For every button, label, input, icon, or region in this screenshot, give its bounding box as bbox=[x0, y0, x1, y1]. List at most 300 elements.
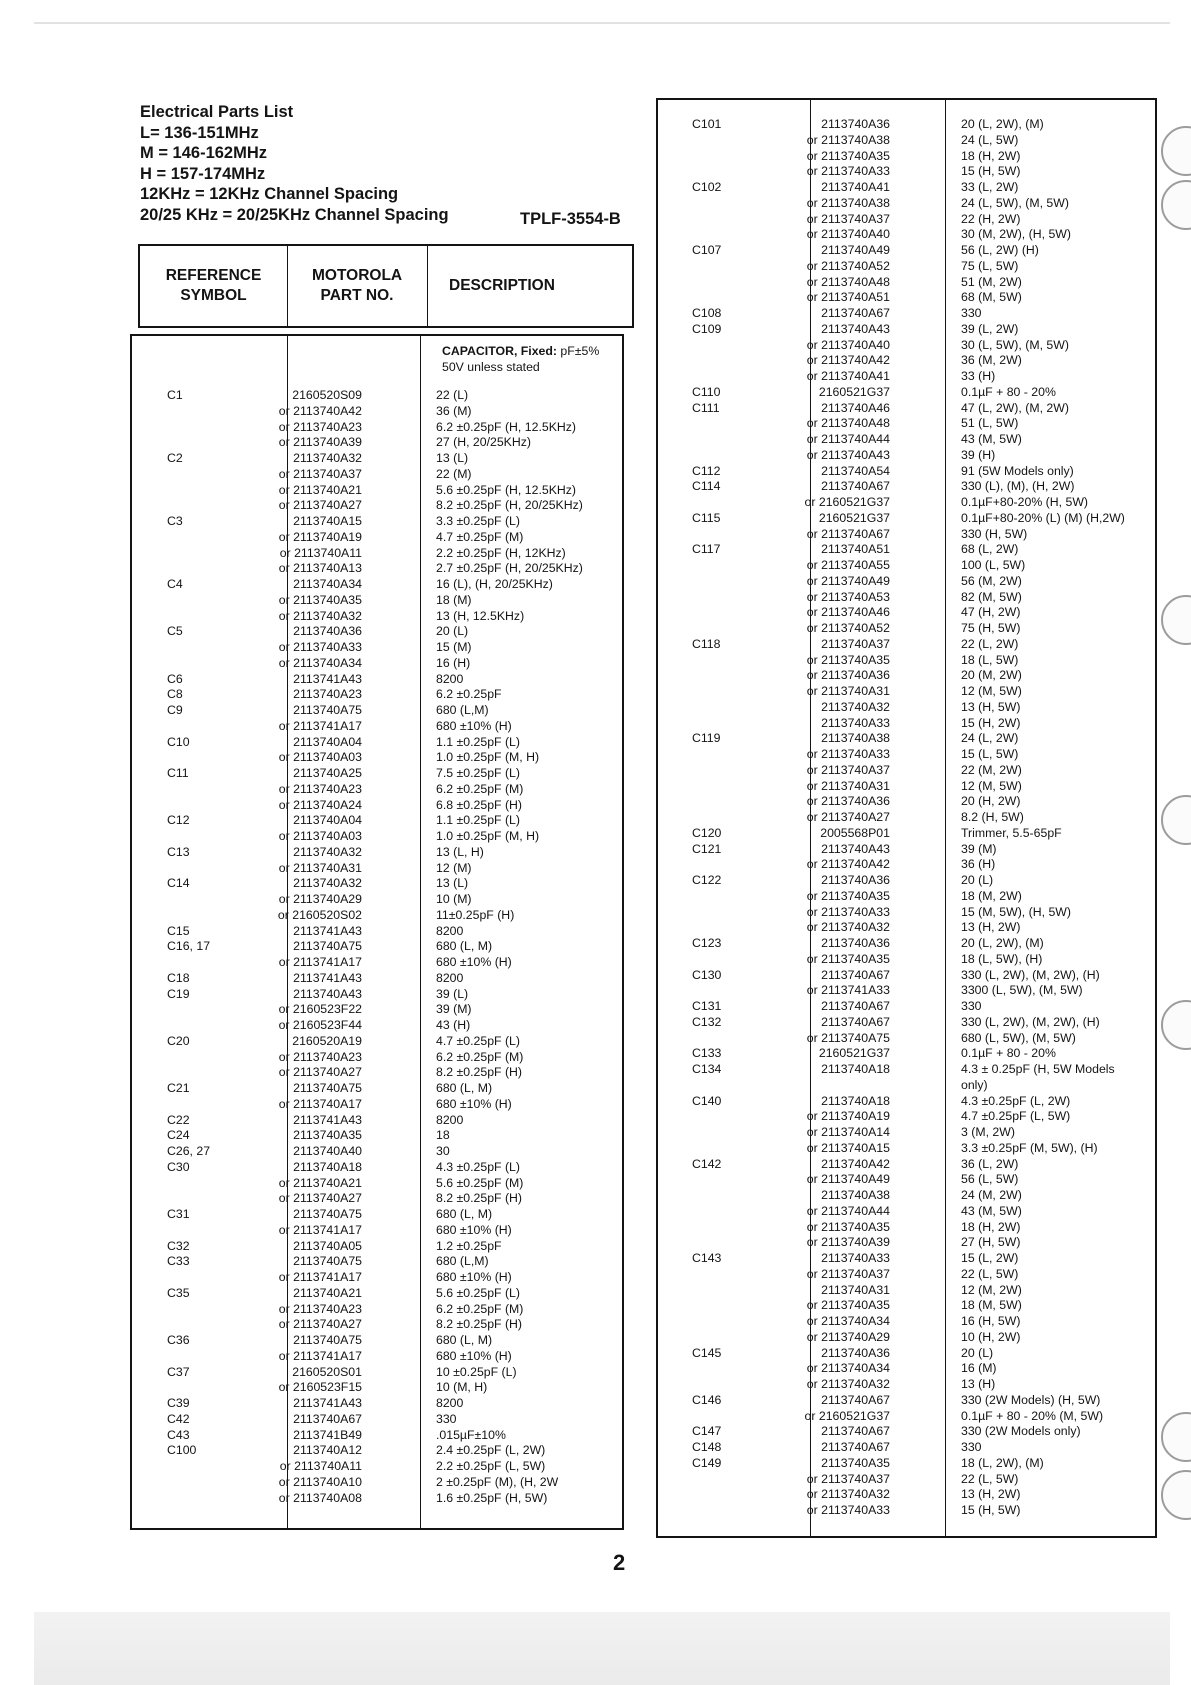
description: 13 (H, 12.5KHz) bbox=[436, 608, 525, 623]
parts-row bbox=[658, 353, 1155, 369]
part-number: 2113740A32 bbox=[293, 451, 362, 465]
part-number: 2113740A35 bbox=[293, 1128, 362, 1143]
part-number: or 2113740A33 bbox=[278, 640, 362, 654]
reference-symbol: C32 bbox=[167, 1238, 190, 1253]
description: 4.3 ± 0.25pF (H, 5W Models bbox=[961, 1062, 1115, 1076]
binder-tab-4 bbox=[1161, 795, 1191, 845]
part-number: or 2113740A37 bbox=[806, 211, 890, 226]
part-number: 2113740A67 bbox=[821, 1424, 890, 1439]
description: 12 (M, 5W) bbox=[961, 684, 1022, 698]
parts-row bbox=[658, 731, 1155, 747]
description: 18 (L, 5W) bbox=[961, 652, 1019, 667]
part-number: 2113740A23 bbox=[293, 687, 362, 702]
description: 680 ±10% (H) bbox=[436, 718, 512, 733]
reference-symbol: C3 bbox=[167, 514, 183, 528]
part-number: or 2113740A27 bbox=[278, 1065, 362, 1080]
reference-symbol: C21 bbox=[167, 1081, 190, 1095]
parts-row bbox=[132, 672, 622, 688]
reference-symbol: C145 bbox=[692, 1345, 722, 1360]
description: 20 (H, 2W) bbox=[961, 794, 1021, 809]
binder-tab-2 bbox=[1161, 180, 1191, 230]
parts-row bbox=[132, 1380, 622, 1396]
reference-symbol: C42 bbox=[167, 1411, 190, 1426]
part-number: 2113740A67 bbox=[821, 1392, 890, 1407]
parts-row bbox=[132, 1365, 622, 1381]
description: 13 (H, 5W) bbox=[961, 699, 1021, 714]
parts-row bbox=[658, 511, 1155, 527]
part-number: or 2160520S02 bbox=[277, 907, 362, 922]
description: 13 (L) bbox=[436, 876, 469, 891]
part-number: or 2113740A32 bbox=[278, 608, 362, 623]
part-number: or 2113740A35 bbox=[806, 888, 890, 903]
description: 6.2 ±0.25pF (H, 12.5KHz) bbox=[436, 419, 577, 434]
part-number: or 2113740A49 bbox=[806, 573, 890, 588]
description: 680 ±10% (H) bbox=[436, 955, 512, 969]
part-number: 2113740A37 bbox=[821, 636, 890, 651]
part-number: or 2113741A17 bbox=[278, 1270, 362, 1284]
part-number: or 2113740A24 bbox=[278, 797, 362, 812]
reference-symbol: C16, 17 bbox=[167, 939, 211, 954]
parts-row bbox=[658, 1503, 1155, 1519]
description: 680 (L,M) bbox=[436, 1254, 489, 1269]
description: 15 (H, 5W) bbox=[961, 1503, 1021, 1517]
description: 2.7 ±0.25pF (H, 20/25KHz) bbox=[436, 561, 583, 576]
parts-row bbox=[658, 1062, 1155, 1078]
reference-symbol: C131 bbox=[692, 999, 722, 1013]
part-number: or 2113740A21 bbox=[278, 482, 362, 497]
part-number: 2005568P01 bbox=[820, 825, 890, 840]
parts-row bbox=[132, 908, 622, 924]
parts-row bbox=[132, 1034, 622, 1050]
part-number: or 2113740A31 bbox=[806, 684, 890, 698]
parts-row bbox=[132, 593, 622, 609]
reference-symbol: C2 bbox=[167, 451, 183, 465]
description: 330 (2W Models) (H, 5W) bbox=[961, 1392, 1101, 1407]
parts-row bbox=[658, 1409, 1155, 1425]
description: 4.7 ±0.25pF (L, 5W) bbox=[961, 1109, 1071, 1124]
description: 680 (L, M) bbox=[436, 1333, 493, 1347]
reference-symbol: C122 bbox=[692, 873, 722, 887]
description: 1.1 ±0.25pF (L) bbox=[436, 813, 520, 828]
capacitor-heading-voltage: 50V unless stated bbox=[442, 359, 540, 374]
parts-row bbox=[132, 782, 622, 798]
parts-row bbox=[658, 842, 1155, 858]
part-number: 2113741A43 bbox=[293, 1396, 362, 1410]
part-number: or 2113740A03 bbox=[278, 829, 362, 843]
parts-row bbox=[658, 1157, 1155, 1173]
parts-row bbox=[132, 861, 622, 877]
parts-row bbox=[658, 464, 1155, 480]
part-number: 2113740A32 bbox=[293, 844, 362, 859]
parts-row bbox=[658, 826, 1155, 842]
part-number: 2113740A43 bbox=[821, 841, 890, 856]
parts-row bbox=[658, 133, 1155, 149]
parts-row bbox=[658, 1393, 1155, 1409]
part-number: or 2113740A34 bbox=[806, 1314, 890, 1328]
part-number: or 2113740A10 bbox=[278, 1474, 362, 1489]
reference-symbol: C133 bbox=[692, 1046, 722, 1061]
part-number: 2113740A67 bbox=[821, 479, 890, 494]
parts-row bbox=[658, 574, 1155, 590]
parts-row bbox=[132, 1207, 622, 1223]
part-number: or 2113740A11 bbox=[279, 545, 362, 560]
part-number: or 2113740A31 bbox=[806, 778, 890, 793]
parts-row bbox=[658, 1220, 1155, 1236]
description: 15 (H, 5W) bbox=[961, 164, 1021, 179]
parts-row bbox=[132, 561, 622, 577]
description: 3.3 ±0.25pF (M, 5W), (H) bbox=[961, 1140, 1098, 1155]
description: 22 (L, 2W) bbox=[961, 636, 1019, 651]
spacing-line-25khz: 20/25 KHz = 20/25KHz Channel Spacing bbox=[140, 205, 449, 224]
description: 18 (H, 2W) bbox=[961, 148, 1021, 163]
parts-row bbox=[132, 435, 622, 451]
parts-row bbox=[658, 763, 1155, 779]
parts-row bbox=[132, 703, 622, 719]
parts-row bbox=[658, 1235, 1155, 1251]
parts-row bbox=[132, 1128, 622, 1144]
part-number: or 2113740A42 bbox=[278, 403, 362, 418]
parts-row bbox=[658, 322, 1155, 338]
description: 43 (M, 5W) bbox=[961, 1203, 1022, 1218]
reference-symbol: C117 bbox=[692, 542, 721, 557]
part-number: or 2113740A32 bbox=[806, 920, 890, 935]
parts-row bbox=[658, 637, 1155, 653]
description: 680 (L, 5W), (M, 5W) bbox=[961, 1030, 1076, 1045]
description: 39 (L) bbox=[436, 986, 469, 1001]
description: 39 (L, 2W) bbox=[961, 321, 1019, 336]
description: 36 (M, 2W) bbox=[961, 353, 1022, 368]
part-number: 2113740A18 bbox=[821, 1062, 890, 1076]
part-number: 2113740A75 bbox=[293, 1081, 362, 1095]
part-number: 2113741A43 bbox=[293, 970, 362, 985]
parts-row bbox=[658, 306, 1155, 322]
part-number: or 2113740A33 bbox=[806, 904, 890, 919]
parts-row bbox=[658, 1125, 1155, 1141]
binder-tab-3 bbox=[1161, 595, 1191, 645]
part-number: or 2113740A48 bbox=[806, 274, 890, 289]
parts-row bbox=[132, 845, 622, 861]
capacitor-heading bbox=[442, 344, 622, 376]
parts-row bbox=[658, 369, 1155, 385]
description: 18 bbox=[436, 1128, 450, 1143]
description: 82 (M, 5W) bbox=[961, 589, 1022, 604]
part-number: 2113741B49 bbox=[293, 1427, 362, 1442]
description: 680 ±10% (H) bbox=[436, 1348, 512, 1363]
part-number: or 2113740A32 bbox=[806, 1377, 890, 1391]
parts-row bbox=[132, 404, 622, 420]
description: 18 (M, 5W) bbox=[961, 1298, 1022, 1313]
reference-symbol: C143 bbox=[692, 1251, 722, 1265]
top-scan-edge bbox=[34, 22, 1170, 24]
parts-row bbox=[132, 1459, 622, 1475]
description: 56 (L, 5W) bbox=[961, 1172, 1019, 1187]
parts-row bbox=[132, 1317, 622, 1333]
page-title: Electrical Parts List bbox=[140, 103, 294, 121]
part-number: 2113740A67 bbox=[821, 1014, 890, 1029]
reference-symbol: C36 bbox=[167, 1333, 190, 1347]
description: 6.2 ±0.25pF (M) bbox=[436, 1049, 524, 1064]
parts-row bbox=[132, 1223, 622, 1239]
description: 18 (M) bbox=[436, 592, 472, 607]
description: 6.8 ±0.25pF (H) bbox=[436, 797, 523, 812]
part-number: or 2113740A11 bbox=[279, 1459, 362, 1473]
parts-row bbox=[658, 1078, 1155, 1094]
capacitor-heading-tolerance: pF±5% bbox=[557, 344, 600, 358]
part-number: 2113740A41 bbox=[821, 180, 890, 194]
reference-symbol: C149 bbox=[692, 1455, 722, 1470]
part-number: 2113740A67 bbox=[821, 1440, 890, 1454]
part-number: 2113740A67 bbox=[293, 1411, 362, 1426]
parts-row bbox=[658, 920, 1155, 936]
part-number: or 2113740A34 bbox=[278, 655, 362, 670]
part-number: 2113740A33 bbox=[821, 715, 890, 730]
parts-row bbox=[658, 1188, 1155, 1204]
reference-symbol: C30 bbox=[167, 1159, 190, 1174]
parts-row bbox=[658, 448, 1155, 464]
part-number: or 2113740A75 bbox=[806, 1030, 890, 1045]
parts-row bbox=[132, 656, 622, 672]
reference-symbol: C8 bbox=[167, 687, 183, 702]
parts-row bbox=[658, 432, 1155, 448]
reference-symbol: C100 bbox=[167, 1443, 197, 1458]
reference-symbol: C119 bbox=[692, 731, 721, 746]
parts-row bbox=[658, 1298, 1155, 1314]
parts-row bbox=[658, 495, 1155, 511]
reference-symbol: C130 bbox=[692, 967, 722, 982]
parts-row bbox=[658, 243, 1155, 259]
parts-row bbox=[658, 164, 1155, 180]
part-number: or 2113740A49 bbox=[806, 1172, 890, 1187]
part-number: or 2113741A17 bbox=[278, 1348, 362, 1363]
description: 13 (H, 2W) bbox=[961, 920, 1021, 935]
parts-row bbox=[132, 1396, 622, 1412]
parts-row bbox=[132, 971, 622, 987]
part-number: or 2113740A37 bbox=[806, 762, 890, 777]
reference-symbol: C5 bbox=[167, 624, 183, 639]
description: 20 (L) bbox=[436, 624, 469, 639]
part-number-header: MOTOROLA PART NO. bbox=[312, 267, 403, 304]
left-rows bbox=[132, 388, 622, 1506]
parts-row bbox=[658, 952, 1155, 968]
description: 2 ±0.25pF (M), (H, 2W bbox=[436, 1474, 559, 1489]
parts-row bbox=[132, 1050, 622, 1066]
part-number: or 2113740A38 bbox=[806, 132, 890, 147]
part-number: or 2160523F22 bbox=[278, 1002, 362, 1017]
parts-row bbox=[132, 514, 622, 530]
description: 75 (L, 5W) bbox=[961, 258, 1019, 273]
part-number: 2113740A18 bbox=[821, 1093, 890, 1108]
description: 330 bbox=[961, 999, 982, 1013]
header-block bbox=[140, 102, 640, 225]
description: 16 (H) bbox=[436, 655, 471, 670]
description: 47 (H, 2W) bbox=[961, 605, 1021, 620]
parts-row bbox=[132, 1239, 622, 1255]
part-number: or 2113740A23 bbox=[278, 781, 362, 796]
part-number: or 2113740A37 bbox=[806, 1266, 890, 1281]
part-number: 2113740A36 bbox=[821, 117, 890, 131]
part-number: 2113740A75 bbox=[293, 1207, 362, 1221]
parts-row bbox=[658, 1472, 1155, 1488]
description: 680 ±10% (H) bbox=[436, 1222, 512, 1237]
parts-row bbox=[658, 1330, 1155, 1346]
description: 680 ±10% (H) bbox=[436, 1096, 512, 1111]
description: 18 (H, 2W) bbox=[961, 1219, 1021, 1234]
right-rows bbox=[658, 117, 1155, 1519]
parts-row bbox=[658, 684, 1155, 700]
parts-row bbox=[658, 779, 1155, 795]
part-number: or 2113740A39 bbox=[806, 1235, 890, 1250]
part-number: or 2113740A35 bbox=[806, 148, 890, 163]
part-number: or 2113740A46 bbox=[806, 605, 890, 620]
description: 10 (M, H) bbox=[436, 1380, 488, 1395]
parts-row bbox=[658, 338, 1155, 354]
description: 5.6 ±0.25pF (H, 12.5KHz) bbox=[436, 482, 577, 497]
description: 20 (M, 2W) bbox=[961, 668, 1022, 683]
parts-row bbox=[132, 451, 622, 467]
description: .015µF±10% bbox=[436, 1427, 506, 1442]
reference-symbol: C12 bbox=[167, 813, 190, 828]
part-number: 2113740A34 bbox=[293, 577, 362, 591]
reference-symbol: C26, 27 bbox=[167, 1144, 211, 1158]
description: 1.2 ±0.25pF bbox=[436, 1238, 502, 1253]
part-number: 2113740A12 bbox=[293, 1443, 362, 1458]
part-number: or 2113740A40 bbox=[806, 337, 890, 352]
parts-row bbox=[658, 1267, 1155, 1283]
parts-row bbox=[132, 640, 622, 656]
description: 16 (M) bbox=[961, 1361, 997, 1376]
parts-row bbox=[132, 498, 622, 514]
part-number: or 2113740A27 bbox=[278, 1191, 362, 1206]
parts-row bbox=[658, 1172, 1155, 1188]
reference-symbol: C107 bbox=[692, 243, 722, 257]
part-number: or 2113740A53 bbox=[806, 589, 890, 604]
part-number: or 2113741A17 bbox=[278, 1222, 362, 1237]
parts-row bbox=[132, 1254, 622, 1270]
reference-symbol: C1 bbox=[167, 388, 183, 402]
description: 3300 (L, 5W), (M, 5W) bbox=[961, 983, 1083, 998]
part-number: or 2113740A40 bbox=[806, 227, 890, 242]
parts-row bbox=[132, 1191, 622, 1207]
description: 8.2 (H, 5W) bbox=[961, 810, 1024, 824]
description: 12 (M) bbox=[436, 860, 472, 875]
part-number: 2113740A15 bbox=[293, 514, 362, 528]
band-line-h: H = 157-174MHz bbox=[140, 164, 266, 183]
description: 2.2 ±0.25pF (L, 5W) bbox=[436, 1459, 546, 1473]
part-number: 2160521G37 bbox=[818, 1046, 890, 1061]
reference-symbol: C111 bbox=[692, 400, 720, 415]
reference-symbol: C110 bbox=[692, 384, 721, 399]
part-number: 2113740A40 bbox=[293, 1144, 362, 1158]
part-number: or 2113740A33 bbox=[806, 747, 890, 761]
description: 20 (L, 2W), (M) bbox=[961, 117, 1044, 131]
part-number: 2113740A04 bbox=[293, 734, 362, 749]
description: 43 (M, 5W) bbox=[961, 432, 1022, 446]
bottom-scan-edge bbox=[34, 1612, 1170, 1685]
part-number: or 2113740A19 bbox=[806, 1109, 890, 1124]
description: 10 (M) bbox=[436, 892, 472, 906]
description: 680 ±10% (H) bbox=[436, 1270, 512, 1284]
reference-symbol: C123 bbox=[692, 936, 722, 950]
parts-row bbox=[658, 542, 1155, 558]
description: 20 (L, 2W), (M) bbox=[961, 936, 1044, 950]
part-number: or 2113740A27 bbox=[806, 810, 890, 824]
parts-row bbox=[132, 1333, 622, 1349]
reference-symbol: C134 bbox=[692, 1062, 722, 1076]
description: 0.1µF + 80 - 20% (M, 5W) bbox=[961, 1408, 1104, 1423]
parts-row bbox=[658, 1346, 1155, 1362]
part-number: 2113740A33 bbox=[821, 1251, 890, 1265]
description: 15 (M, 5W), (H, 5W) bbox=[961, 904, 1071, 919]
description: 680 (L, M) bbox=[436, 1207, 493, 1221]
part-number: or 2113740A36 bbox=[806, 794, 890, 809]
description: 33 (L, 2W) bbox=[961, 180, 1019, 194]
capacitor-heading-bold: CAPACITOR, Fixed: bbox=[442, 344, 558, 358]
part-number: or 2113740A44 bbox=[806, 1203, 890, 1218]
part-number: 2113740A32 bbox=[821, 699, 890, 714]
part-number: 2113740A36 bbox=[821, 936, 890, 950]
description: 24 (L, 5W), (M, 5W) bbox=[961, 195, 1069, 210]
parts-row bbox=[658, 1424, 1155, 1440]
reference-symbol: C19 bbox=[167, 986, 190, 1001]
reference-symbol: C39 bbox=[167, 1396, 190, 1410]
description: 13 (H, 2W) bbox=[961, 1487, 1021, 1502]
parts-row bbox=[658, 1015, 1155, 1031]
parts-row bbox=[132, 719, 622, 735]
part-number: 2113740A43 bbox=[821, 321, 890, 336]
reference-symbol: C108 bbox=[692, 306, 722, 320]
parts-row bbox=[132, 876, 622, 892]
parts-row bbox=[132, 1018, 622, 1034]
parts-row bbox=[658, 385, 1155, 401]
part-number: or 2113740A13 bbox=[278, 561, 362, 576]
description: 100 (L, 5W) bbox=[961, 558, 1026, 572]
description: 680 (L, M) bbox=[436, 1081, 493, 1095]
description: 11±0.25pF (H) bbox=[436, 907, 515, 922]
part-number: or 2113740A33 bbox=[806, 1503, 890, 1517]
part-number: 2113740A75 bbox=[293, 1333, 362, 1347]
reference-symbol: C140 bbox=[692, 1093, 722, 1108]
description: 15 (L, 2W) bbox=[961, 1251, 1019, 1265]
parts-row bbox=[658, 527, 1155, 543]
reference-symbol: C147 bbox=[692, 1424, 722, 1439]
parts-row bbox=[132, 1144, 622, 1160]
parts-row bbox=[132, 687, 622, 703]
part-number: 2113740A18 bbox=[293, 1159, 362, 1174]
reference-symbol: C115 bbox=[692, 510, 721, 525]
parts-row bbox=[132, 955, 622, 971]
description-header: DESCRIPTION bbox=[449, 277, 555, 294]
reference-symbol: C101 bbox=[692, 117, 722, 131]
description: 8.2 ±0.25pF (H, 20/25KHz) bbox=[436, 498, 583, 513]
part-number: 2113740A75 bbox=[293, 939, 362, 954]
parts-row bbox=[658, 1094, 1155, 1110]
parts-row bbox=[132, 1113, 622, 1129]
part-number: 2113740A49 bbox=[821, 243, 890, 257]
part-number: or 2113740A44 bbox=[806, 432, 890, 446]
binder-tab-6 bbox=[1161, 1412, 1191, 1462]
description: 27 (H, 5W) bbox=[961, 1235, 1021, 1250]
parts-row bbox=[132, 1065, 622, 1081]
reference-symbol: C14 bbox=[167, 876, 190, 891]
part-number: or 2113740A27 bbox=[278, 498, 362, 513]
part-number: or 2113740A52 bbox=[806, 621, 890, 635]
binder-tab-7 bbox=[1161, 1470, 1191, 1520]
parts-row bbox=[658, 1251, 1155, 1267]
parts-row bbox=[658, 747, 1155, 763]
reference-symbol: C4 bbox=[167, 577, 183, 591]
part-number: or 2113740A35 bbox=[806, 951, 890, 966]
part-number: or 2160521G37 bbox=[804, 495, 890, 509]
